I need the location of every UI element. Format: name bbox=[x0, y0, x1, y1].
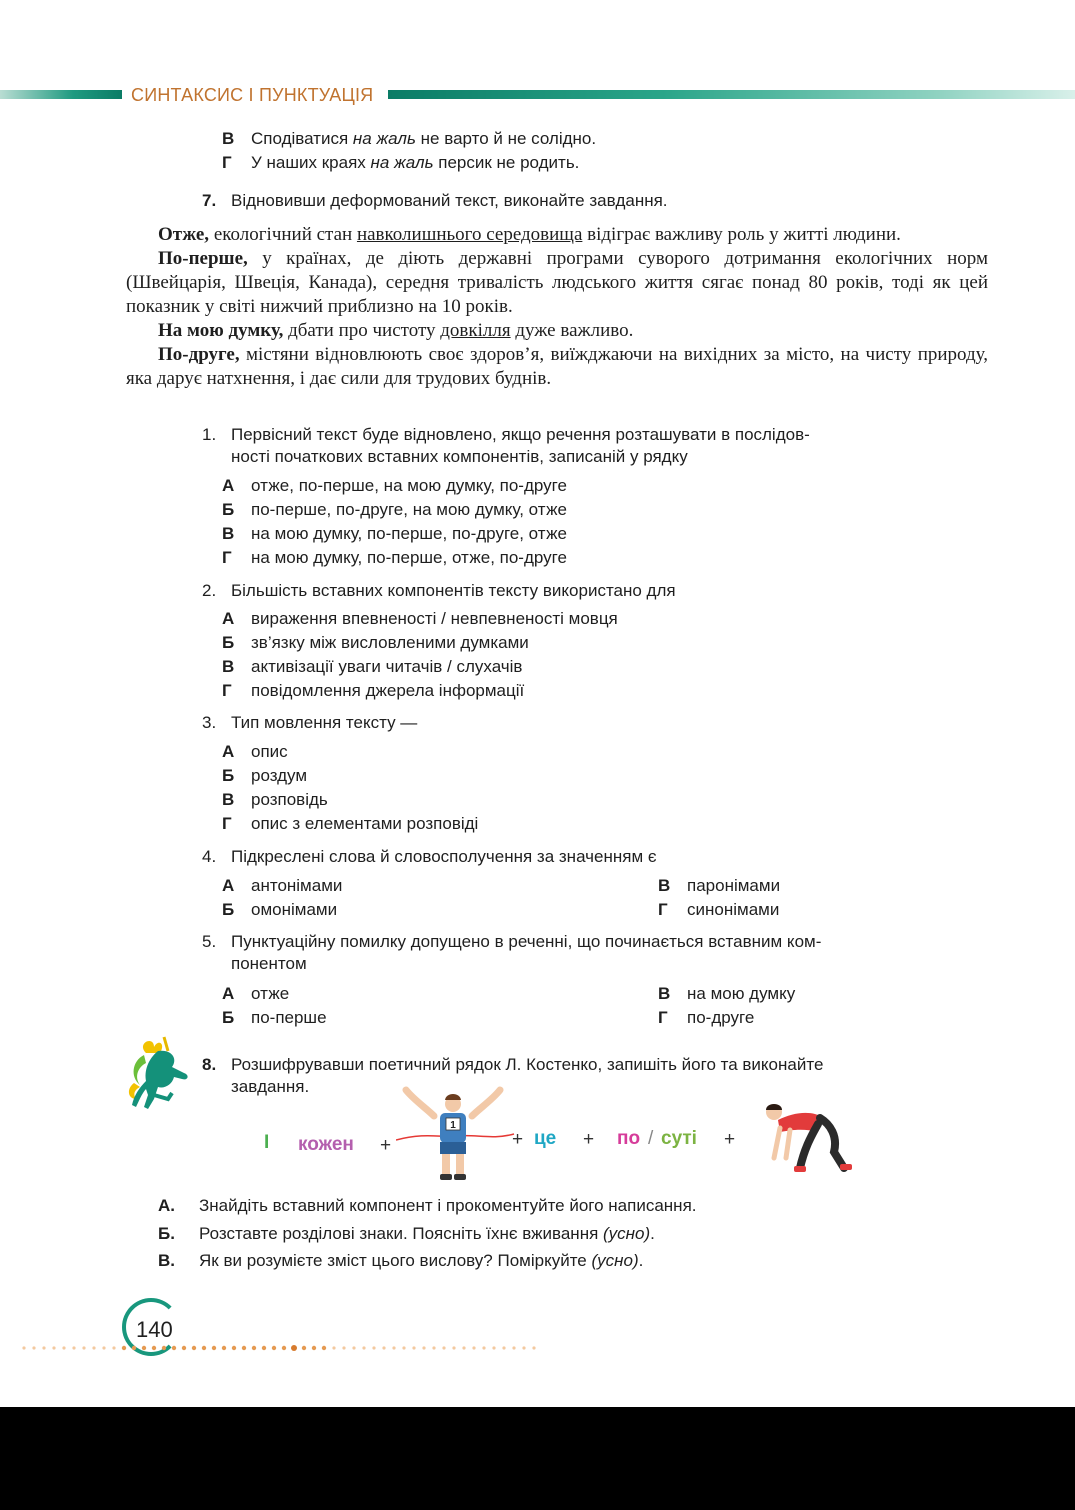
footer-dot bbox=[462, 1346, 465, 1349]
footer-dot bbox=[352, 1346, 355, 1349]
deformed-paragraph-3: На мою думку, дбати про чистоту довкілля дуже важливо. bbox=[158, 320, 634, 341]
q2-option-g: Г повідомлення джерела інформації bbox=[222, 681, 525, 700]
footer-dot bbox=[512, 1346, 515, 1349]
footer-dot bbox=[472, 1346, 475, 1349]
footer-dot bbox=[282, 1346, 286, 1350]
question-1-line2: ності початкових вставних компонентів, записаній у рядку bbox=[231, 447, 688, 466]
task-7-heading: 7. Відновивши деформований текст, виконайте завдання. bbox=[202, 191, 668, 210]
deformed-text bbox=[126, 223, 988, 391]
question-5-line2: понентом bbox=[231, 954, 307, 973]
question-5: 5. Пунктуаційну помилку допущено в реченні, що починається вставним ком- bbox=[202, 932, 822, 951]
footer-dot bbox=[202, 1346, 206, 1350]
deformed-paragraph-1: Отже, екологічний стан навколишнього середовища відіграє важливу роль у житті людини. bbox=[158, 224, 901, 245]
q1-option-b: Б по-перше, по-друге, на мою думку, отже bbox=[222, 500, 567, 519]
runner-start-icon bbox=[760, 1102, 854, 1178]
footer-dot bbox=[62, 1346, 65, 1349]
cipher-word-kozhen: кожен bbox=[298, 1134, 354, 1155]
subtask-v: В. Як ви розумієте зміст цього вислову? Поміркуйте (усно). bbox=[158, 1251, 644, 1270]
footer-dot bbox=[272, 1346, 276, 1350]
cipher-word-i: І bbox=[264, 1132, 270, 1153]
q5-option-a: А отже bbox=[222, 984, 290, 1003]
footer-dot bbox=[291, 1345, 297, 1351]
task-8-heading: 8. Розшифрувавши поетичний рядок Л. Костенко, запишіть його та виконайте bbox=[202, 1055, 824, 1074]
black-bottom-area bbox=[0, 1407, 1075, 1510]
footer-dot bbox=[92, 1346, 95, 1349]
subtask-b: Б. Розставте розділові знаки. Поясніть їхнє вживання (усно). bbox=[158, 1224, 655, 1243]
footer-dot bbox=[122, 1346, 126, 1350]
q3-option-b: Б роздум bbox=[222, 766, 308, 785]
cipher-word-suti: суті bbox=[661, 1128, 697, 1149]
footer-dot bbox=[402, 1346, 405, 1349]
q2-option-v: В активізації уваги читачів / слухачів bbox=[222, 657, 523, 676]
chapter-title: СИНТАКСИС І ПУНКТУАЦІЯ bbox=[131, 85, 374, 105]
footer-dot bbox=[42, 1346, 45, 1349]
cipher-plus-3: + bbox=[583, 1129, 595, 1150]
prev-option-g: Г У наших краях на жаль персик не родить. bbox=[222, 153, 580, 172]
footer-dot bbox=[492, 1346, 495, 1349]
footer-dot bbox=[82, 1346, 85, 1349]
footer-dot bbox=[302, 1346, 306, 1350]
deformed-paragraph-2: По-перше, у країнах, де діють державні програми суворого дотримання екологічних норм (Швейцарія, Швеція, Канада), середня тривалість людського життя сягає понад 80 років, тоді як цей показник у світі нижчий приблизно на 10 років. bbox=[126, 248, 988, 317]
cipher-plus-4: + bbox=[724, 1129, 736, 1150]
footer-dot bbox=[112, 1346, 115, 1349]
cipher-slash: / bbox=[648, 1128, 654, 1149]
header-bar-left bbox=[0, 90, 122, 99]
footer-dot bbox=[502, 1346, 505, 1349]
q5-option-v: В на мою думку bbox=[658, 984, 796, 1003]
footer-dot bbox=[52, 1346, 55, 1349]
question-2: 2. Більшість вставних компонентів тексту використано для bbox=[202, 581, 676, 600]
cipher-plus-2: + bbox=[512, 1129, 524, 1150]
q1-option-a: А отже, по-перше, на мою думку, по-друге bbox=[222, 476, 567, 495]
footer-dot bbox=[152, 1346, 156, 1350]
unicorn-icon bbox=[124, 1033, 196, 1113]
footer-dot bbox=[222, 1346, 226, 1350]
prev-option-v: В Сподіватися на жаль не варто й не солідно. bbox=[222, 129, 597, 148]
chapter-header bbox=[0, 84, 1075, 108]
footer-dots bbox=[20, 1343, 540, 1353]
footer-dot bbox=[422, 1346, 425, 1349]
cipher-word-po: по bbox=[617, 1128, 641, 1149]
q3-option-v: В розповідь bbox=[222, 790, 328, 809]
footer-dot bbox=[172, 1346, 176, 1350]
footer-dot bbox=[142, 1346, 146, 1350]
footer-dot bbox=[102, 1346, 105, 1349]
footer-dot bbox=[342, 1346, 345, 1349]
footer-dot bbox=[252, 1346, 256, 1350]
footer-dot bbox=[412, 1346, 415, 1349]
footer-dot bbox=[482, 1346, 485, 1349]
q3-option-a: А опис bbox=[222, 742, 288, 761]
footer-dot bbox=[322, 1346, 326, 1350]
footer-dot bbox=[72, 1346, 75, 1349]
runner-winner-icon bbox=[396, 1086, 516, 1182]
subtask-a: А. Знайдіть вставний компонент і прокоментуйте його написання. bbox=[158, 1196, 697, 1215]
footer-dot bbox=[262, 1346, 266, 1350]
q1-option-g: Г на мою думку, по-перше, отже, по-друге bbox=[222, 548, 567, 567]
footer-dot bbox=[372, 1346, 375, 1349]
page-number: 140 bbox=[136, 1317, 173, 1342]
q4-option-a: А антонімами bbox=[222, 876, 343, 895]
footer-dot bbox=[382, 1346, 385, 1349]
footer-dot bbox=[162, 1346, 166, 1350]
q4-option-v: В паронімами bbox=[658, 876, 781, 895]
q3-option-g: Г опис з елементами розповіді bbox=[222, 814, 479, 833]
task-8-line2: завдання. bbox=[231, 1077, 310, 1096]
q4-option-b: Б омонімами bbox=[222, 900, 338, 919]
footer-dot bbox=[22, 1346, 25, 1349]
footer-dot bbox=[312, 1346, 316, 1350]
q5-option-b: Б по-перше bbox=[222, 1008, 327, 1027]
question-3: 3. Тип мовлення тексту — bbox=[202, 713, 418, 732]
question-1: 1. Первісний текст буде відновлено, якщо речення розташувати в послідов- bbox=[202, 425, 810, 444]
footer-dot bbox=[232, 1346, 236, 1350]
q2-option-a: А вираження впевненості / невпевненості мовця bbox=[222, 609, 618, 628]
footer-dot bbox=[452, 1346, 455, 1349]
footer-dot bbox=[332, 1346, 335, 1349]
footer-dot bbox=[182, 1346, 186, 1350]
footer-dot bbox=[32, 1346, 35, 1349]
q2-option-b: Б зв’язку між висловленими думками bbox=[222, 633, 529, 652]
q1-option-v: В на мою думку, по-перше, по-друге, отже bbox=[222, 524, 567, 543]
footer-dot bbox=[362, 1346, 365, 1349]
footer-dot bbox=[192, 1346, 196, 1350]
footer-dot bbox=[242, 1346, 246, 1350]
cipher-plus-1: + bbox=[380, 1135, 392, 1156]
cipher-word-tse: це bbox=[534, 1128, 557, 1149]
q5-option-g: Г по-друге bbox=[658, 1008, 755, 1027]
q4-option-g: Г синонімами bbox=[658, 900, 780, 919]
footer-dot bbox=[212, 1346, 216, 1350]
footer-dot bbox=[442, 1346, 445, 1349]
deformed-paragraph-4: По-друге, містяни відновлюють своє здоров’я, виїжджаючи на вихідних за місто, на чисту природу, яка дарує натхнення, і дає сили для трудових буднів. bbox=[126, 344, 988, 389]
footer-dot bbox=[532, 1346, 535, 1349]
footer-dot bbox=[392, 1346, 395, 1349]
header-bar-right bbox=[388, 90, 1075, 99]
footer-dot bbox=[432, 1346, 435, 1349]
bib-number: 1 bbox=[450, 1120, 456, 1131]
question-4: 4. Підкреслені слова й словосполучення за значенням є bbox=[202, 847, 657, 866]
footer-dot bbox=[522, 1346, 525, 1349]
footer-dot bbox=[132, 1346, 136, 1350]
